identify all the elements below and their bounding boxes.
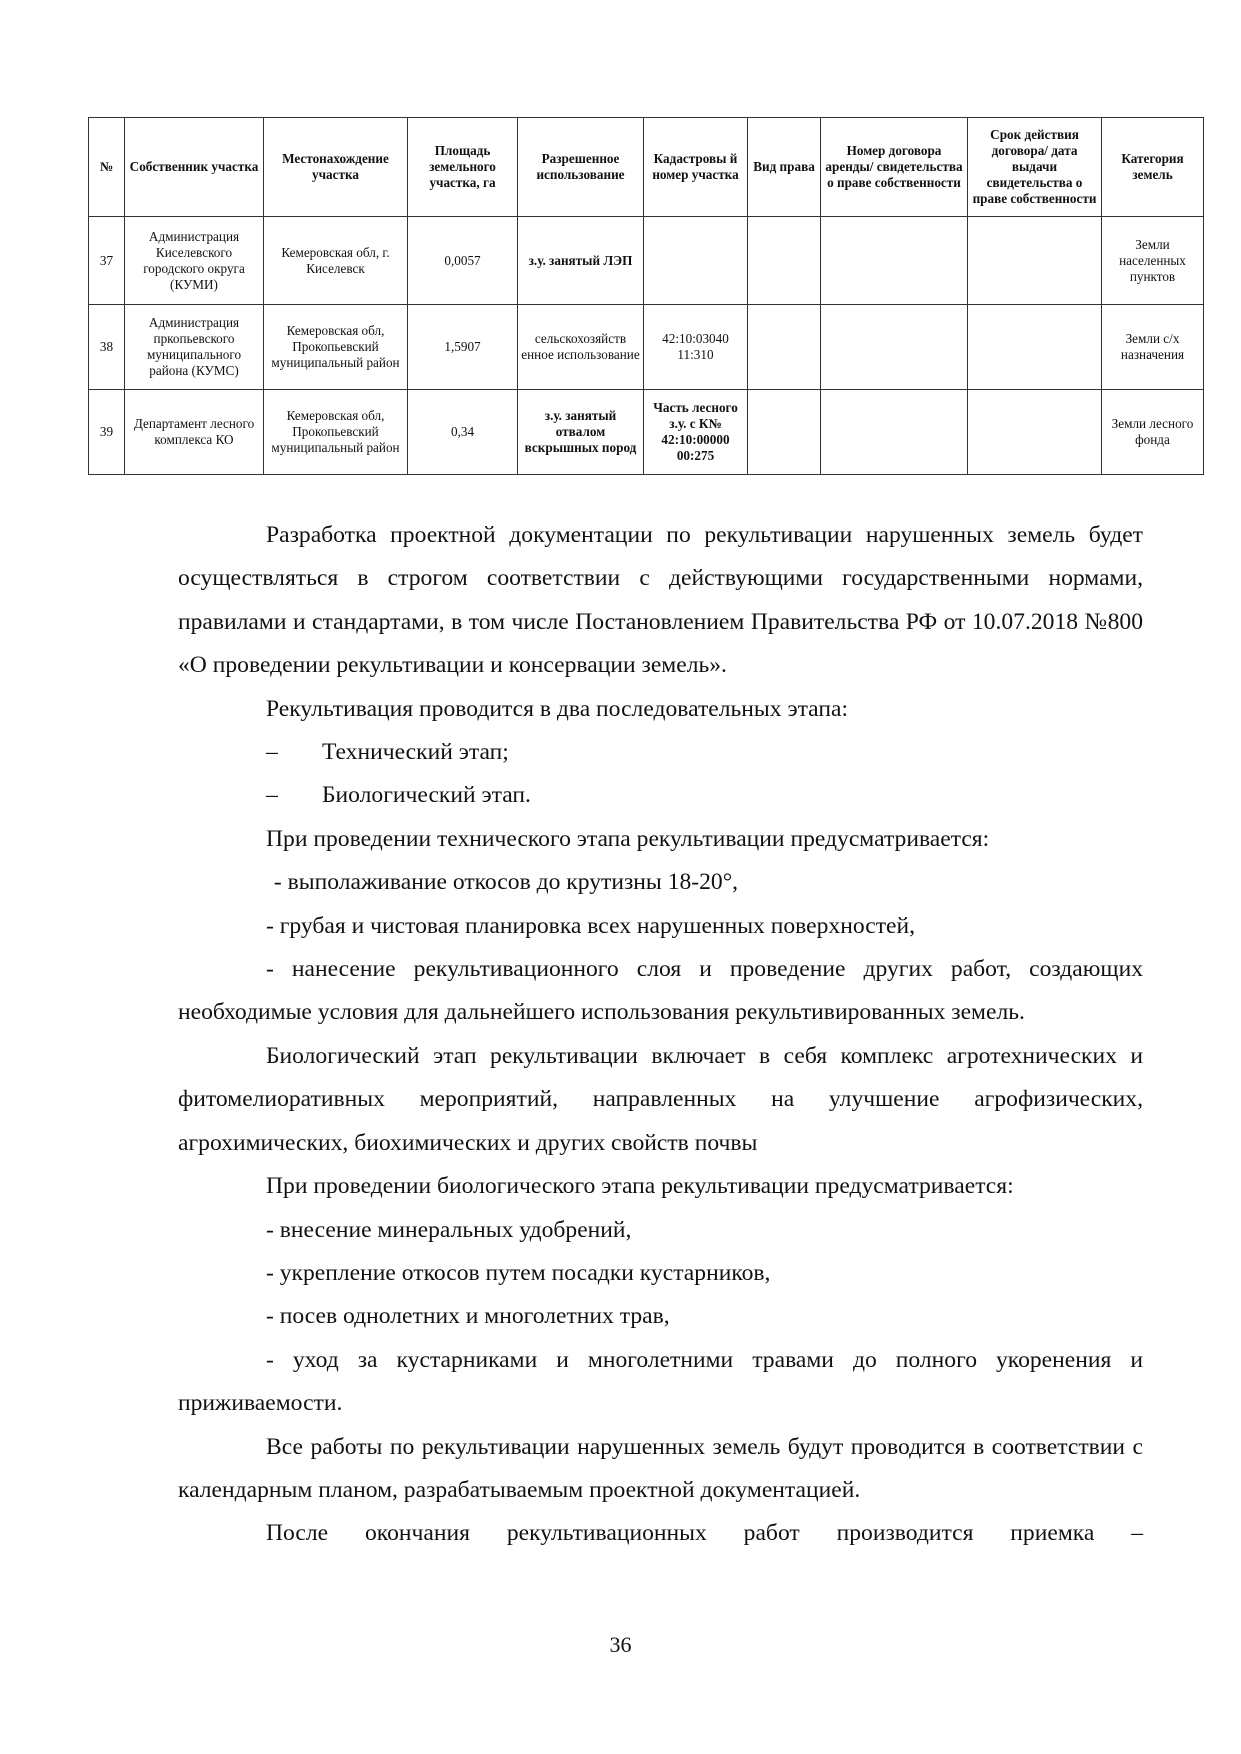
table-header-row xyxy=(89,118,1204,217)
list-dash: – xyxy=(266,782,278,809)
cell-permitted-use: з.у. занятый отвалом вскрышных пород xyxy=(518,390,644,475)
technical-item-layer: - нанесение рекультивационного слоя и проведение других работ, создающих необходимые условия для дальнейшего использования рекультивированных земель. xyxy=(178,956,1143,1026)
header-contract-term: Срок действия договора/ дата выдачи свидетельства о праве собственности xyxy=(968,118,1102,217)
cell-right-type xyxy=(748,390,821,475)
cell-area: 0,34 xyxy=(408,390,518,475)
header-location: Местонахождение участка xyxy=(264,118,408,217)
biological-item-shrubs: - укрепление откосов путем посадки кустарников, xyxy=(266,1259,771,1286)
cell-right-type xyxy=(748,217,821,305)
cell-number: 38 xyxy=(89,305,125,390)
cell-land-category: Земли населенных пунктов xyxy=(1102,217,1204,305)
cell-owner: Администрация Киселевского городского округа (КУМИ) xyxy=(125,217,264,305)
table-row xyxy=(89,217,1204,305)
header-contract-number: Номер договора аренды/ свидетельства о праве собственности xyxy=(821,118,968,217)
cell-owner: Департамент лесного комплекса КО xyxy=(125,390,264,475)
paragraph-biological-intro: При проведении биологического этапа рекультивации предусматривается: xyxy=(266,1173,1014,1200)
paragraph-regulations: Разработка проектной документации по рекультивации нарушенных земель будет осуществляться в строгом соответствии с действующими государственными нормами, правилами и стандартами, в том числе Постановлением Правительства РФ от 10.07.2018 №800 «О проведении рекультивации и консервации земель». xyxy=(178,522,1143,679)
cell-permitted-use: сельскохозяйств енное использование xyxy=(518,305,644,390)
list-item-label: Технический этап; xyxy=(322,739,509,766)
cell-owner: Администрация пркопьевского муниципального района (КУМС) xyxy=(125,305,264,390)
land-plots-table xyxy=(88,117,1204,475)
cell-contract-number xyxy=(821,305,968,390)
list-item-technical-stage xyxy=(178,731,1143,774)
cell-land-category: Земли с/х назначения xyxy=(1102,305,1204,390)
cell-location: Кемеровская обл, Прокопьевский муниципальный район xyxy=(264,305,408,390)
cell-permitted-use: з.у. занятый ЛЭП xyxy=(518,217,644,305)
cell-cadastral-number: 42:10:03040 11:310 xyxy=(644,305,748,390)
paragraph-schedule: Все работы по рекультивации нарушенных земель будут проводится в соответствии с календарным планом, разрабатываемым проектной документацией. xyxy=(178,1433,1143,1503)
cell-contract-number xyxy=(821,390,968,475)
paragraph-technical-intro: При проведении технического этапа рекультивации предусматривается: xyxy=(266,825,990,852)
cell-contract-term xyxy=(968,305,1102,390)
page-number: 36 xyxy=(609,1632,632,1657)
list-item-biological-stage xyxy=(178,774,1143,817)
cell-area: 1,5907 xyxy=(408,305,518,390)
paragraph-biological-definition: Биологический этап рекультивации включает в себя комплекс агротехнических и фитомелиоративных мероприятий, направленных на улучшение агрофизических, агрохимических, биохимических и других свойств почвы xyxy=(178,1042,1143,1156)
body-text xyxy=(178,514,1143,1556)
table-row xyxy=(89,390,1204,475)
biological-item-grasses: - посев однолетних и многолетних трав, xyxy=(266,1303,670,1330)
list-dash: – xyxy=(266,739,278,766)
header-land-category: Категория земель xyxy=(1102,118,1204,217)
technical-item-planning: - грубая и чистовая планировка всех нарушенных поверхностей, xyxy=(266,912,916,939)
cell-location: Кемеровская обл, г. Киселевск xyxy=(264,217,408,305)
cell-contract-number xyxy=(821,217,968,305)
header-owner: Собственник участка xyxy=(125,118,264,217)
paragraph-acceptance: После окончания рекультивационных работ производится приемка – xyxy=(266,1520,1143,1547)
biological-item-care: - уход за кустарниками и многолетними травами до полного укоренения и приживаемости. xyxy=(178,1346,1143,1417)
cell-cadastral-number: Часть лесного з.у. с К№ 42:10:00000 00:275 xyxy=(644,390,748,475)
cell-location: Кемеровская обл, Прокопьевский муниципальный район xyxy=(264,390,408,475)
cell-land-category: Земли лесного фонда xyxy=(1102,390,1204,475)
cell-number: 39 xyxy=(89,390,125,475)
header-cadastral-number: Кадастровы й номер участка xyxy=(644,118,748,217)
cell-number: 37 xyxy=(89,217,125,305)
header-area: Площадь земельного участка, га xyxy=(408,118,518,217)
header-number: № xyxy=(89,118,125,217)
list-item-label: Биологический этап. xyxy=(322,782,531,809)
cell-contract-term xyxy=(968,217,1102,305)
header-permitted-use: Разрешенное использование xyxy=(518,118,644,217)
cell-area: 0,0057 xyxy=(408,217,518,305)
cell-right-type xyxy=(748,305,821,390)
paragraph-stages-intro: Рекультивация проводится в два последовательных этапа: xyxy=(266,695,848,722)
technical-item-slopes: - выполаживание откосов до крутизны 18-20°, xyxy=(268,869,739,896)
header-right-type: Вид права xyxy=(748,118,821,217)
cell-contract-term xyxy=(968,390,1102,475)
cell-cadastral-number xyxy=(644,217,748,305)
table-row xyxy=(89,305,1204,390)
biological-item-fertilizers: - внесение минеральных удобрений, xyxy=(266,1216,632,1243)
